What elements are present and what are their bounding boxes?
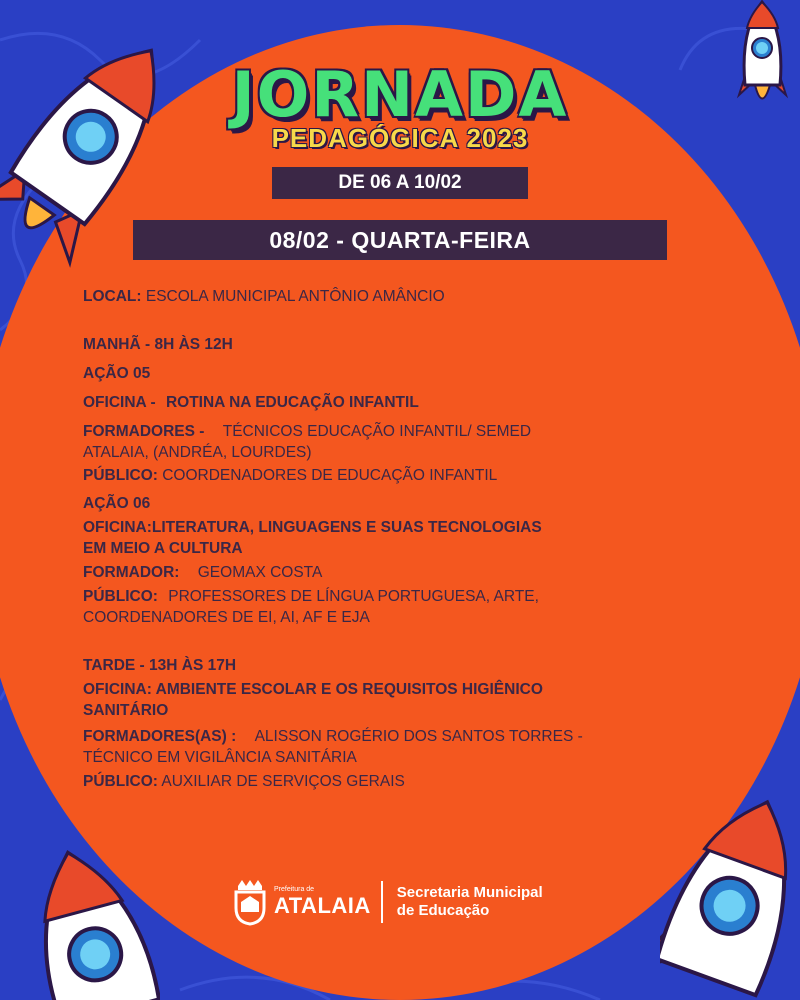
publico-label: PÚBLICO: — [83, 467, 158, 484]
secretaria-line1: Secretaria Municipal — [396, 884, 543, 901]
publico-label: PÚBLICO: — [83, 588, 158, 605]
publico-value: AUXILIAR DE SERVIÇOS GERAIS — [161, 773, 405, 790]
secretaria-logo — [397, 884, 543, 920]
oficina-label: OFICINA - — [83, 394, 156, 411]
formadores-value: TÉCNICOS EDUCAÇÃO INFANTIL/ SEMED — [222, 423, 532, 440]
formador-label: FORMADOR: — [83, 564, 180, 581]
acao06-title: AÇÃO 06 — [83, 495, 151, 512]
secretaria-line2: de Educação — [396, 902, 490, 919]
acao06-formador — [83, 562, 753, 584]
tarde-formadores — [83, 726, 753, 748]
oficina-label: OFICINA: — [83, 519, 152, 536]
local-value: ESCOLA MUNICIPAL ANTÔNIO AMÂNCIO — [145, 288, 445, 305]
title-jornada: JORNADA — [231, 58, 569, 131]
dates-banner: DE 06 A 10/02 — [272, 167, 528, 199]
prefeitura-small: Prefeitura de — [274, 885, 315, 893]
local-line — [83, 286, 753, 308]
footer-divider — [381, 881, 383, 923]
acao06-publico-cont: COORDENADORES DE EI, AI, AF E EJA — [83, 609, 370, 626]
acao06-oficina — [83, 517, 753, 539]
tarde-publico — [83, 771, 753, 793]
publico-value: COORDENADORES DE EDUCAÇÃO INFANTIL — [162, 467, 498, 484]
acao05-publico — [83, 465, 753, 487]
acao05-formadores-cont: ATALAIA, (ANDRÉA, LOURDES) — [83, 444, 312, 461]
acao05-formadores — [83, 421, 753, 443]
footer-logos — [232, 872, 543, 932]
rocket-icon — [20, 845, 160, 1000]
prefeitura-seal-icon — [232, 878, 268, 926]
formadores-value: ALISSON ROGÉRIO DOS SANTOS TORRES - — [254, 728, 583, 745]
tarde-oficina — [83, 679, 753, 701]
oficina-value: ROTINA NA EDUCAÇÃO INFANTIL — [165, 394, 419, 411]
oficina-label: OFICINA: — [83, 681, 152, 698]
oficina-value: AMBIENTE ESCOLAR E OS REQUISITOS HIGIÊNICO — [155, 681, 543, 698]
oficina-value: LITERATURA, LINGUAGENS E SUAS TECNOLOGIAS — [151, 519, 542, 536]
formadores-label: FORMADORES(AS) : — [83, 728, 237, 745]
formadores-label: FORMADORES - — [83, 423, 205, 440]
publico-label: PÚBLICO: — [83, 773, 158, 790]
subtitle-pedagogica: PEDAGÓGICA 2023 — [271, 123, 529, 153]
rocket-icon — [660, 780, 800, 1000]
day-banner: 08/02 - QUARTA-FEIRA — [133, 220, 667, 260]
tarde-formadores-cont: TÉCNICO EM VIGILÂNCIA SANITÁRIA — [83, 749, 357, 766]
publico-value: PROFESSORES DE LÍNGUA PORTUGUESA, ARTE, — [168, 588, 539, 605]
acao06-publico — [83, 586, 753, 608]
prefeitura-logo — [274, 886, 371, 919]
tarde-oficina-cont: SANITÁRIO — [83, 702, 169, 719]
acao05-oficina — [83, 392, 753, 414]
acao05-title: AÇÃO 05 — [83, 365, 151, 382]
tarde-period: TARDE - 13H ÀS 17H — [83, 657, 237, 674]
acao06-oficina-cont: EM MEIO A CULTURA — [83, 540, 243, 557]
local-label: LOCAL: — [83, 288, 142, 305]
manha-period: MANHÃ - 8H ÀS 12H — [83, 336, 233, 353]
formador-value: GEOMAX COSTA — [197, 564, 323, 581]
prefeitura-name: ATALAIA — [274, 892, 371, 918]
